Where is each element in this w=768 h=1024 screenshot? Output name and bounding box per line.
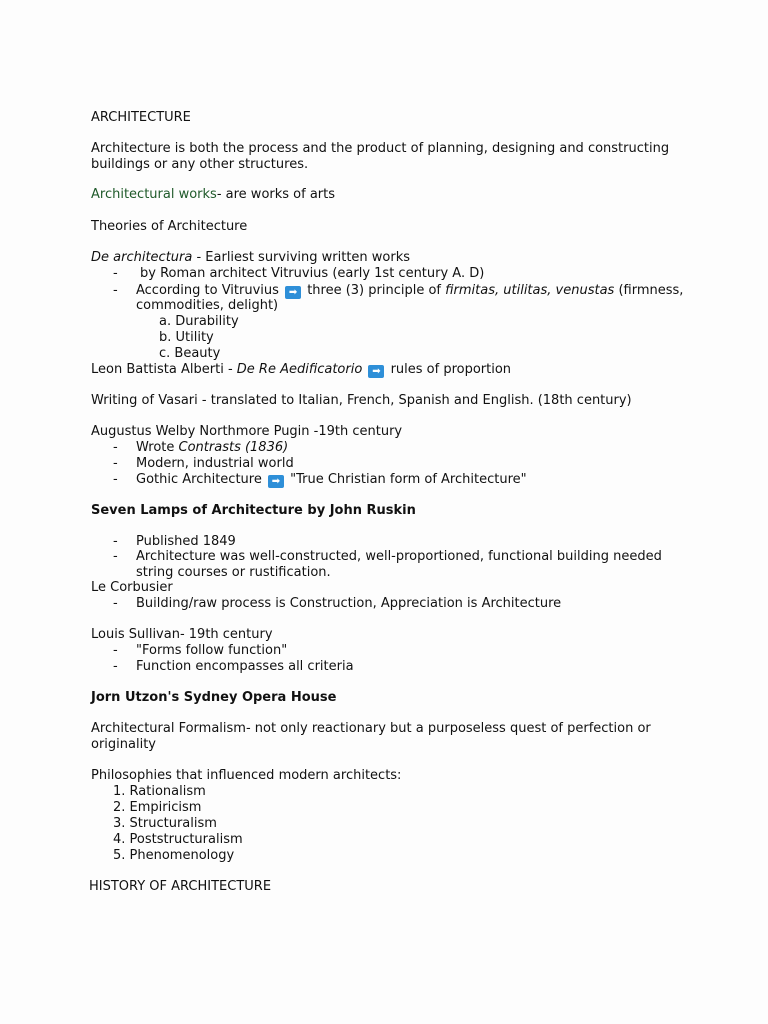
alberti-name: Leon Battista Alberti - [91,362,237,377]
works-rest: - are works of arts [216,187,336,202]
alberti-work: De Re Aedificatorio [236,362,363,377]
vitruvius-line-2 [136,283,683,299]
bullet-dash: - [113,596,118,611]
bullet-dash: - [113,472,118,487]
history-heading: HISTORY OF ARCHITECTURE [89,879,272,894]
arrow-right-icon: ➡ [268,475,284,488]
formalism-line-1: Architectural Formalism- not only reactionary but a purposeless quest of perfection or [91,721,651,736]
ruskin-heading: Seven Lamps of Architecture by John Ruskin [91,503,416,518]
bullet-dash: - [113,266,118,281]
principle-item: b. Utility [159,330,214,345]
philosophy-item: 1. Rationalism [113,784,206,799]
alberti-line [91,362,511,378]
ruskin-item-2b: string courses or rustification. [136,565,331,580]
intro-line-1: Architecture is both the process and the product of planning, designing and constructing [91,141,670,156]
vitruvius-line-1: by Roman architect Vitruvius (early 1st century A. D) [140,266,485,281]
pugin-item-2: Modern, industrial world [136,456,294,471]
formalism-line-2: originality [91,737,156,752]
works-label: Architectural works [91,187,217,202]
corbusier-heading: Le Corbusier [91,580,173,595]
vitruvius-principles: firmitas, utilitas, venustas [445,283,615,298]
pugin-item-1-text: Wrote [136,440,179,455]
de-architectura-line [91,250,410,266]
philosophy-item: 3. Structuralism [113,816,217,831]
utzon-heading: Jorn Utzon's Sydney Opera House [91,690,337,705]
works-line [91,187,335,203]
principle-item: c. Beauty [159,346,221,361]
pugin-heading: Augustus Welby Northmore Pugin -19th century [91,424,403,439]
philosophy-item: 2. Empiricism [113,800,202,815]
sullivan-item-2: Function encompasses all criteria [136,659,354,674]
pugin-item-3-rest: "True Christian form of Architecture" [285,472,527,487]
arrow-right-icon: ➡ [285,286,301,299]
philosophies-heading: Philosophies that influenced modern architects: [91,768,402,783]
bullet-dash: - [113,456,118,471]
de-architectura-rest: - Earliest surviving written works [192,250,411,265]
bullet-dash: - [113,643,118,658]
bullet-dash: - [113,283,118,298]
sullivan-heading: Louis Sullivan- 19th century [91,627,273,642]
theories-heading: Theories of Architecture [91,219,248,234]
vitruvius-text-d: (firmness, [614,283,684,298]
vasari-line: Writing of Vasari - translated to Italian, French, Spanish and English. (18th century) [91,393,632,408]
arrow-right-icon: ➡ [368,365,384,378]
vitruvius-line-3: commodities, delight) [136,298,279,313]
corbusier-item-1: Building/raw process is Construction, Appreciation is Architecture [136,596,562,611]
intro-line-2: buildings or any other structures. [91,157,309,172]
ruskin-item-2a: Architecture was well-constructed, well-proportioned, functional building needed [136,549,662,564]
bullet-dash: - [113,549,118,564]
bullet-dash: - [113,659,118,674]
principle-item: a. Durability [159,314,239,329]
bullet-dash: - [113,440,118,455]
de-architectura-title: De architectura [91,250,193,265]
alberti-rest: rules of proportion [386,362,512,377]
pugin-item-3-text: Gothic Architecture [136,472,262,487]
pugin-item-3 [136,472,527,488]
ruskin-item-1: Published 1849 [136,534,236,549]
pugin-contrasts: Contrasts (1836) [178,440,289,455]
philosophy-item: 4. Poststructuralism [113,832,243,847]
philosophy-item: 5. Phenomenology [113,848,235,863]
vitruvius-text-a: According to Vitruvius [136,283,279,298]
page-title: ARCHITECTURE [91,110,191,125]
bullet-dash: - [113,534,118,549]
vitruvius-text-b: three (3) principle of [303,283,446,298]
pugin-item-1 [136,440,288,456]
sullivan-item-1: "Forms follow function" [136,643,288,658]
